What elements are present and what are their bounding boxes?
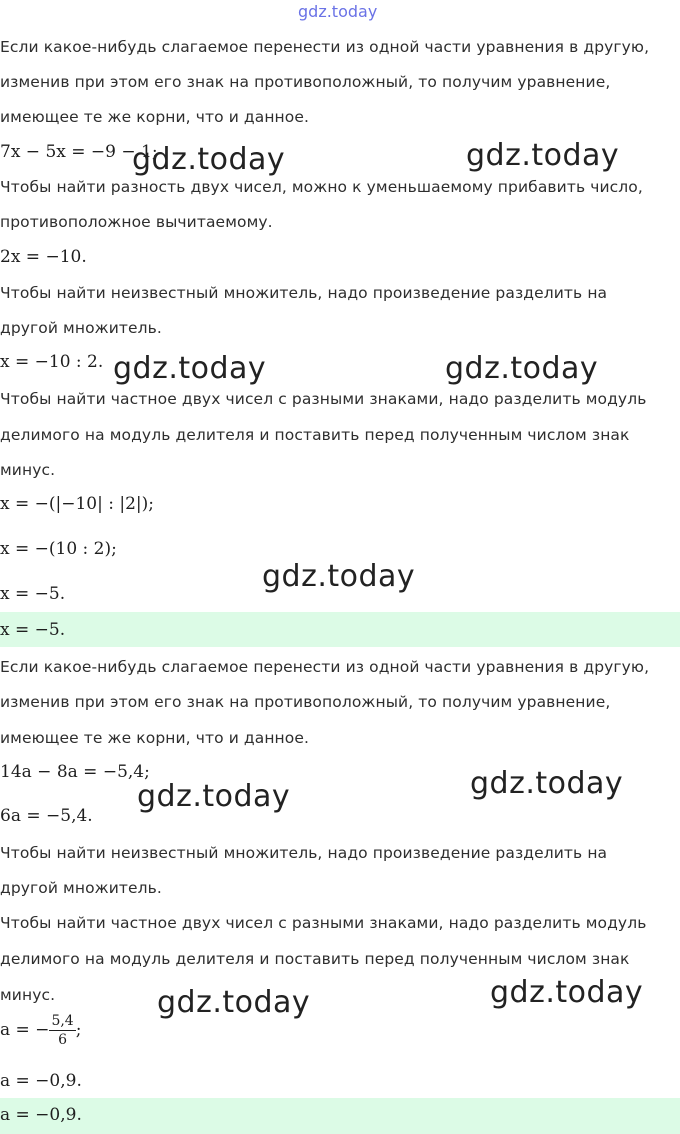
rule-quotient-line-1: Чтобы найти частное двух чисел с разными знаками, надо разделить модуль xyxy=(0,390,647,408)
rule-quotient-line-3: минус. xyxy=(0,461,56,479)
fraction-denominator: 6 xyxy=(58,1032,68,1048)
answer-highlight xyxy=(0,1098,680,1134)
rule-difference-line-1: Чтобы найти разность двух чисел, можно к уменьшаемому прибавить число, xyxy=(0,178,643,196)
answer-2: a = −0,9. xyxy=(0,1105,82,1125)
watermark: gdz.today xyxy=(262,559,416,594)
rule-factor-line-2: другой множитель. xyxy=(0,879,162,897)
equation-step-3: x = −10 : 2. xyxy=(0,352,104,372)
watermark: gdz.today xyxy=(132,142,286,177)
answer-1: x = −5. xyxy=(0,620,66,640)
rule-quotient-line-2: делимого на модуль делителя и поставить перед полученным числом знак xyxy=(0,426,630,444)
rule-transfer-line-3: имеющее те же корни, что и данное. xyxy=(0,108,310,126)
rule-quotient-line-1: Чтобы найти частное двух чисел с разными знаками, надо разделить модуль xyxy=(0,914,647,932)
rule-transfer-line-2: изменив при этом его знак на противоположный, то получим уравнение, xyxy=(0,693,611,711)
watermark: gdz.today xyxy=(157,985,311,1020)
rule-difference-line-2: противоположное вычитаемому. xyxy=(0,213,273,231)
equation-step-2: 6a = −5,4. xyxy=(0,806,93,826)
equation-step-1: 7x − 5x = −9 − 1; xyxy=(0,142,158,162)
watermark: gdz.today xyxy=(466,138,620,173)
watermark: gdz.today xyxy=(113,351,267,386)
fraction xyxy=(49,1012,75,1049)
rule-transfer-line-2: изменив при этом его знак на противоположный, то получим уравнение, xyxy=(0,73,611,91)
rule-transfer-line-1: Если какое-нибудь слагаемое перенести из одной части уравнения в другую, xyxy=(0,658,650,676)
watermark: gdz.today xyxy=(137,779,291,814)
equation-step-4: a = −0,9. xyxy=(0,1071,82,1091)
equation-step-3 xyxy=(0,1012,81,1049)
rule-factor-line-1: Чтобы найти неизвестный множитель, надо произведение разделить на xyxy=(0,844,608,862)
watermark: gdz.today xyxy=(470,766,624,801)
equation-step-2: 2x = −10. xyxy=(0,247,87,267)
rule-factor-line-2: другой множитель. xyxy=(0,319,162,337)
equation-step-4: x = −(|−10| : |2|); xyxy=(0,494,155,514)
equation-suffix: ; xyxy=(75,1020,82,1040)
equation-prefix: a = − xyxy=(0,1020,50,1040)
rule-quotient-line-3: минус. xyxy=(0,986,56,1004)
equation-step-5: x = −(10 : 2); xyxy=(0,539,117,559)
fraction-numerator: 5,4 xyxy=(51,1013,74,1029)
watermark: gdz.today xyxy=(445,351,599,386)
watermark: gdz.today xyxy=(490,975,644,1010)
rule-factor-line-1: Чтобы найти неизвестный множитель, надо произведение разделить на xyxy=(0,284,608,302)
answer-highlight xyxy=(0,612,680,647)
rule-quotient-line-2: делимого на модуль делителя и поставить перед полученным числом знак xyxy=(0,950,630,968)
rule-transfer-line-1: Если какое-нибудь слагаемое перенести из одной части уравнения в другую, xyxy=(0,38,650,56)
equation-step-1: 14a − 8a = −5,4; xyxy=(0,762,150,782)
rule-transfer-line-3: имеющее те же корни, что и данное. xyxy=(0,729,310,747)
site-logo[interactable]: gdz.today xyxy=(298,2,378,21)
equation-step-6: x = −5. xyxy=(0,584,66,604)
